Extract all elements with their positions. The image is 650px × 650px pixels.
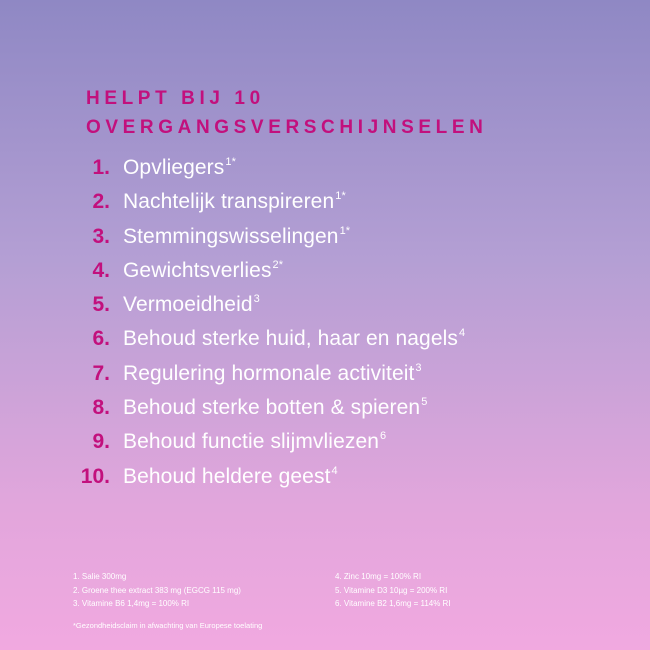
benefit-item — [66, 327, 465, 361]
benefit-item — [66, 396, 465, 430]
heading — [86, 84, 487, 142]
benefit-number: 1. — [92, 156, 110, 179]
benefit-reference: 1* — [225, 156, 236, 168]
benefit-number: 7. — [92, 361, 110, 385]
footnotes-right-column — [335, 570, 451, 611]
health-claim-disclaimer: *Gezondheidsclaim in afwachting van Europese toelating — [73, 621, 263, 630]
benefit-label: Opvliegers — [123, 156, 225, 179]
benefit-number: 2. — [92, 190, 110, 214]
benefit-item — [66, 430, 465, 464]
benefit-reference: 6 — [380, 430, 387, 443]
benefit-text — [123, 430, 386, 454]
benefit-label: Vermoeidheid — [123, 293, 253, 317]
heading-line-2: OVERGANGSVERSCHIJNSELEN — [86, 117, 488, 138]
benefit-reference: 1* — [339, 224, 351, 237]
benefit-label: Regulering hormonale activiteit — [123, 361, 415, 385]
benefit-text — [123, 190, 346, 214]
footnote: 5. Vitamine D3 10µg = 200% RI — [335, 585, 448, 595]
benefit-text — [123, 465, 338, 489]
benefit-number: 3. — [92, 224, 110, 248]
benefit-item — [66, 465, 465, 499]
benefit-reference: 3 — [415, 361, 422, 374]
footnote: 2. Groene thee extract 383 mg (EGCG 115 mg) — [73, 585, 241, 595]
benefit-label: Behoud heldere geest — [123, 464, 331, 488]
benefit-number: 5. — [92, 293, 110, 317]
benefit-item — [66, 293, 465, 327]
footnote: 4. Zinc 10mg = 100% RI — [335, 572, 422, 581]
footnotes-left-column — [73, 570, 241, 611]
benefit-text — [123, 156, 236, 180]
benefit-item — [66, 259, 465, 293]
benefit-label: Gewichtsverlies — [123, 258, 272, 282]
benefit-label: Behoud sterke huid, haar en nagels — [123, 327, 458, 351]
benefit-text — [123, 362, 422, 386]
benefit-number: 10. — [80, 464, 110, 488]
benefit-number: 4. — [92, 258, 110, 282]
heading-line-1: HELPT BIJ 10 — [86, 88, 265, 109]
benefit-reference: 5 — [421, 396, 428, 409]
benefit-number: 8. — [92, 396, 110, 420]
benefit-text — [123, 259, 283, 283]
benefit-reference: 4 — [458, 327, 466, 340]
benefit-text — [123, 327, 465, 351]
footnote: 3. Vitamine B6 1,4mg = 100% RI — [73, 599, 190, 608]
benefit-item — [66, 156, 465, 190]
benefit-text — [123, 396, 427, 420]
benefit-label: Behoud sterke botten & spieren — [123, 396, 421, 420]
benefit-reference: 4 — [331, 464, 338, 477]
benefit-item — [66, 362, 465, 396]
benefit-text — [123, 225, 350, 249]
benefit-label: Nachtelijk transpireren — [123, 190, 335, 214]
benefit-number: 6. — [92, 327, 110, 351]
benefit-item — [66, 190, 465, 224]
benefit-reference: 1* — [335, 190, 346, 203]
benefit-list — [66, 156, 465, 499]
benefit-text — [123, 293, 260, 317]
benefit-reference: 3 — [253, 293, 260, 306]
benefit-label: Behoud functie slijmvliezen — [123, 430, 380, 454]
footnote: 6. Vitamine B2 1,6mg = 114% RI — [335, 599, 451, 608]
benefit-item — [66, 225, 465, 259]
footnote: 1. Salie 300mg — [73, 572, 127, 581]
benefit-number: 9. — [92, 430, 110, 454]
benefit-label: Stemmingswisselingen — [123, 224, 339, 248]
benefit-reference: 2* — [272, 258, 284, 271]
